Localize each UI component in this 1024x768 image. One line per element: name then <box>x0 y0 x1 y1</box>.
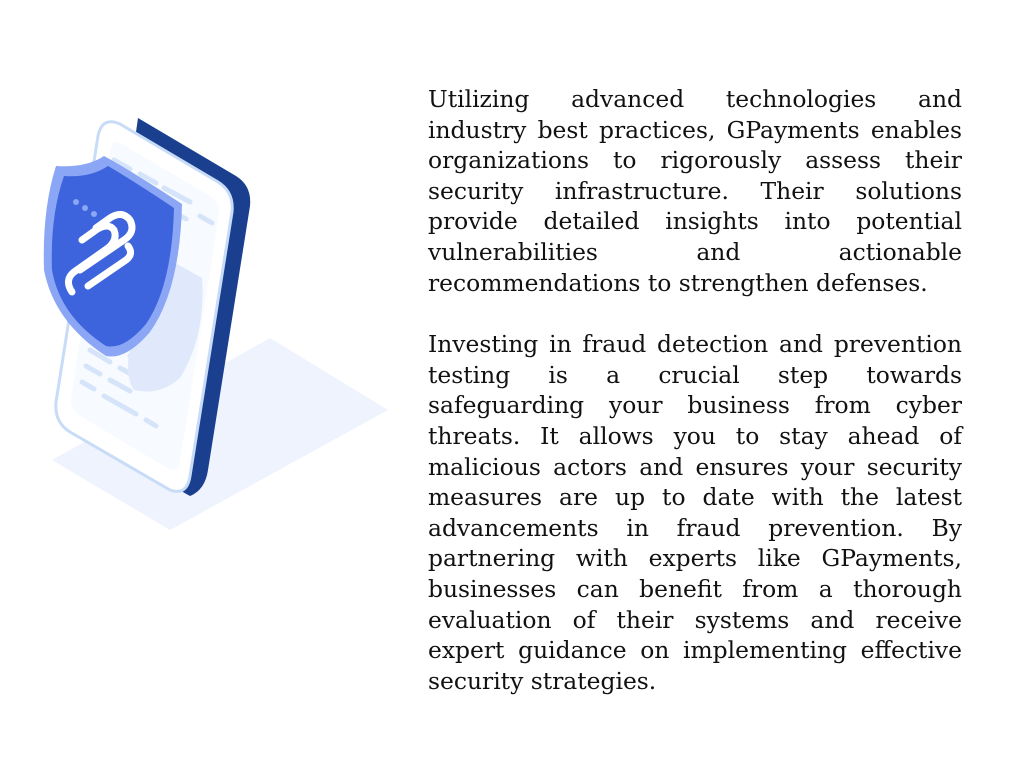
paragraph-1: Utilizing advanced technologies and industry best practices, GPayments enables organizations to rigorously assess their security infrastructure. Their solutions provide detailed insights into potential vulnerabilities and actionable recommendations to strengthen defenses. <box>428 85 962 297</box>
phone-security-illustration <box>30 110 400 540</box>
paragraph-2: Investing in fraud detection and prevention testing is a crucial step towards safeguarding your business from cyber threats. It allows you to stay ahead of malicious actors and ensures your security measures are up to date with the latest advancements in fraud prevention. By partnering with experts like GPayments, businesses can benefit from a thorough evaluation of their systems and receive expert guidance on implementing effective security strategies. <box>428 330 962 695</box>
phone-security-shield-icon <box>30 110 400 540</box>
body-text <box>428 84 962 727</box>
